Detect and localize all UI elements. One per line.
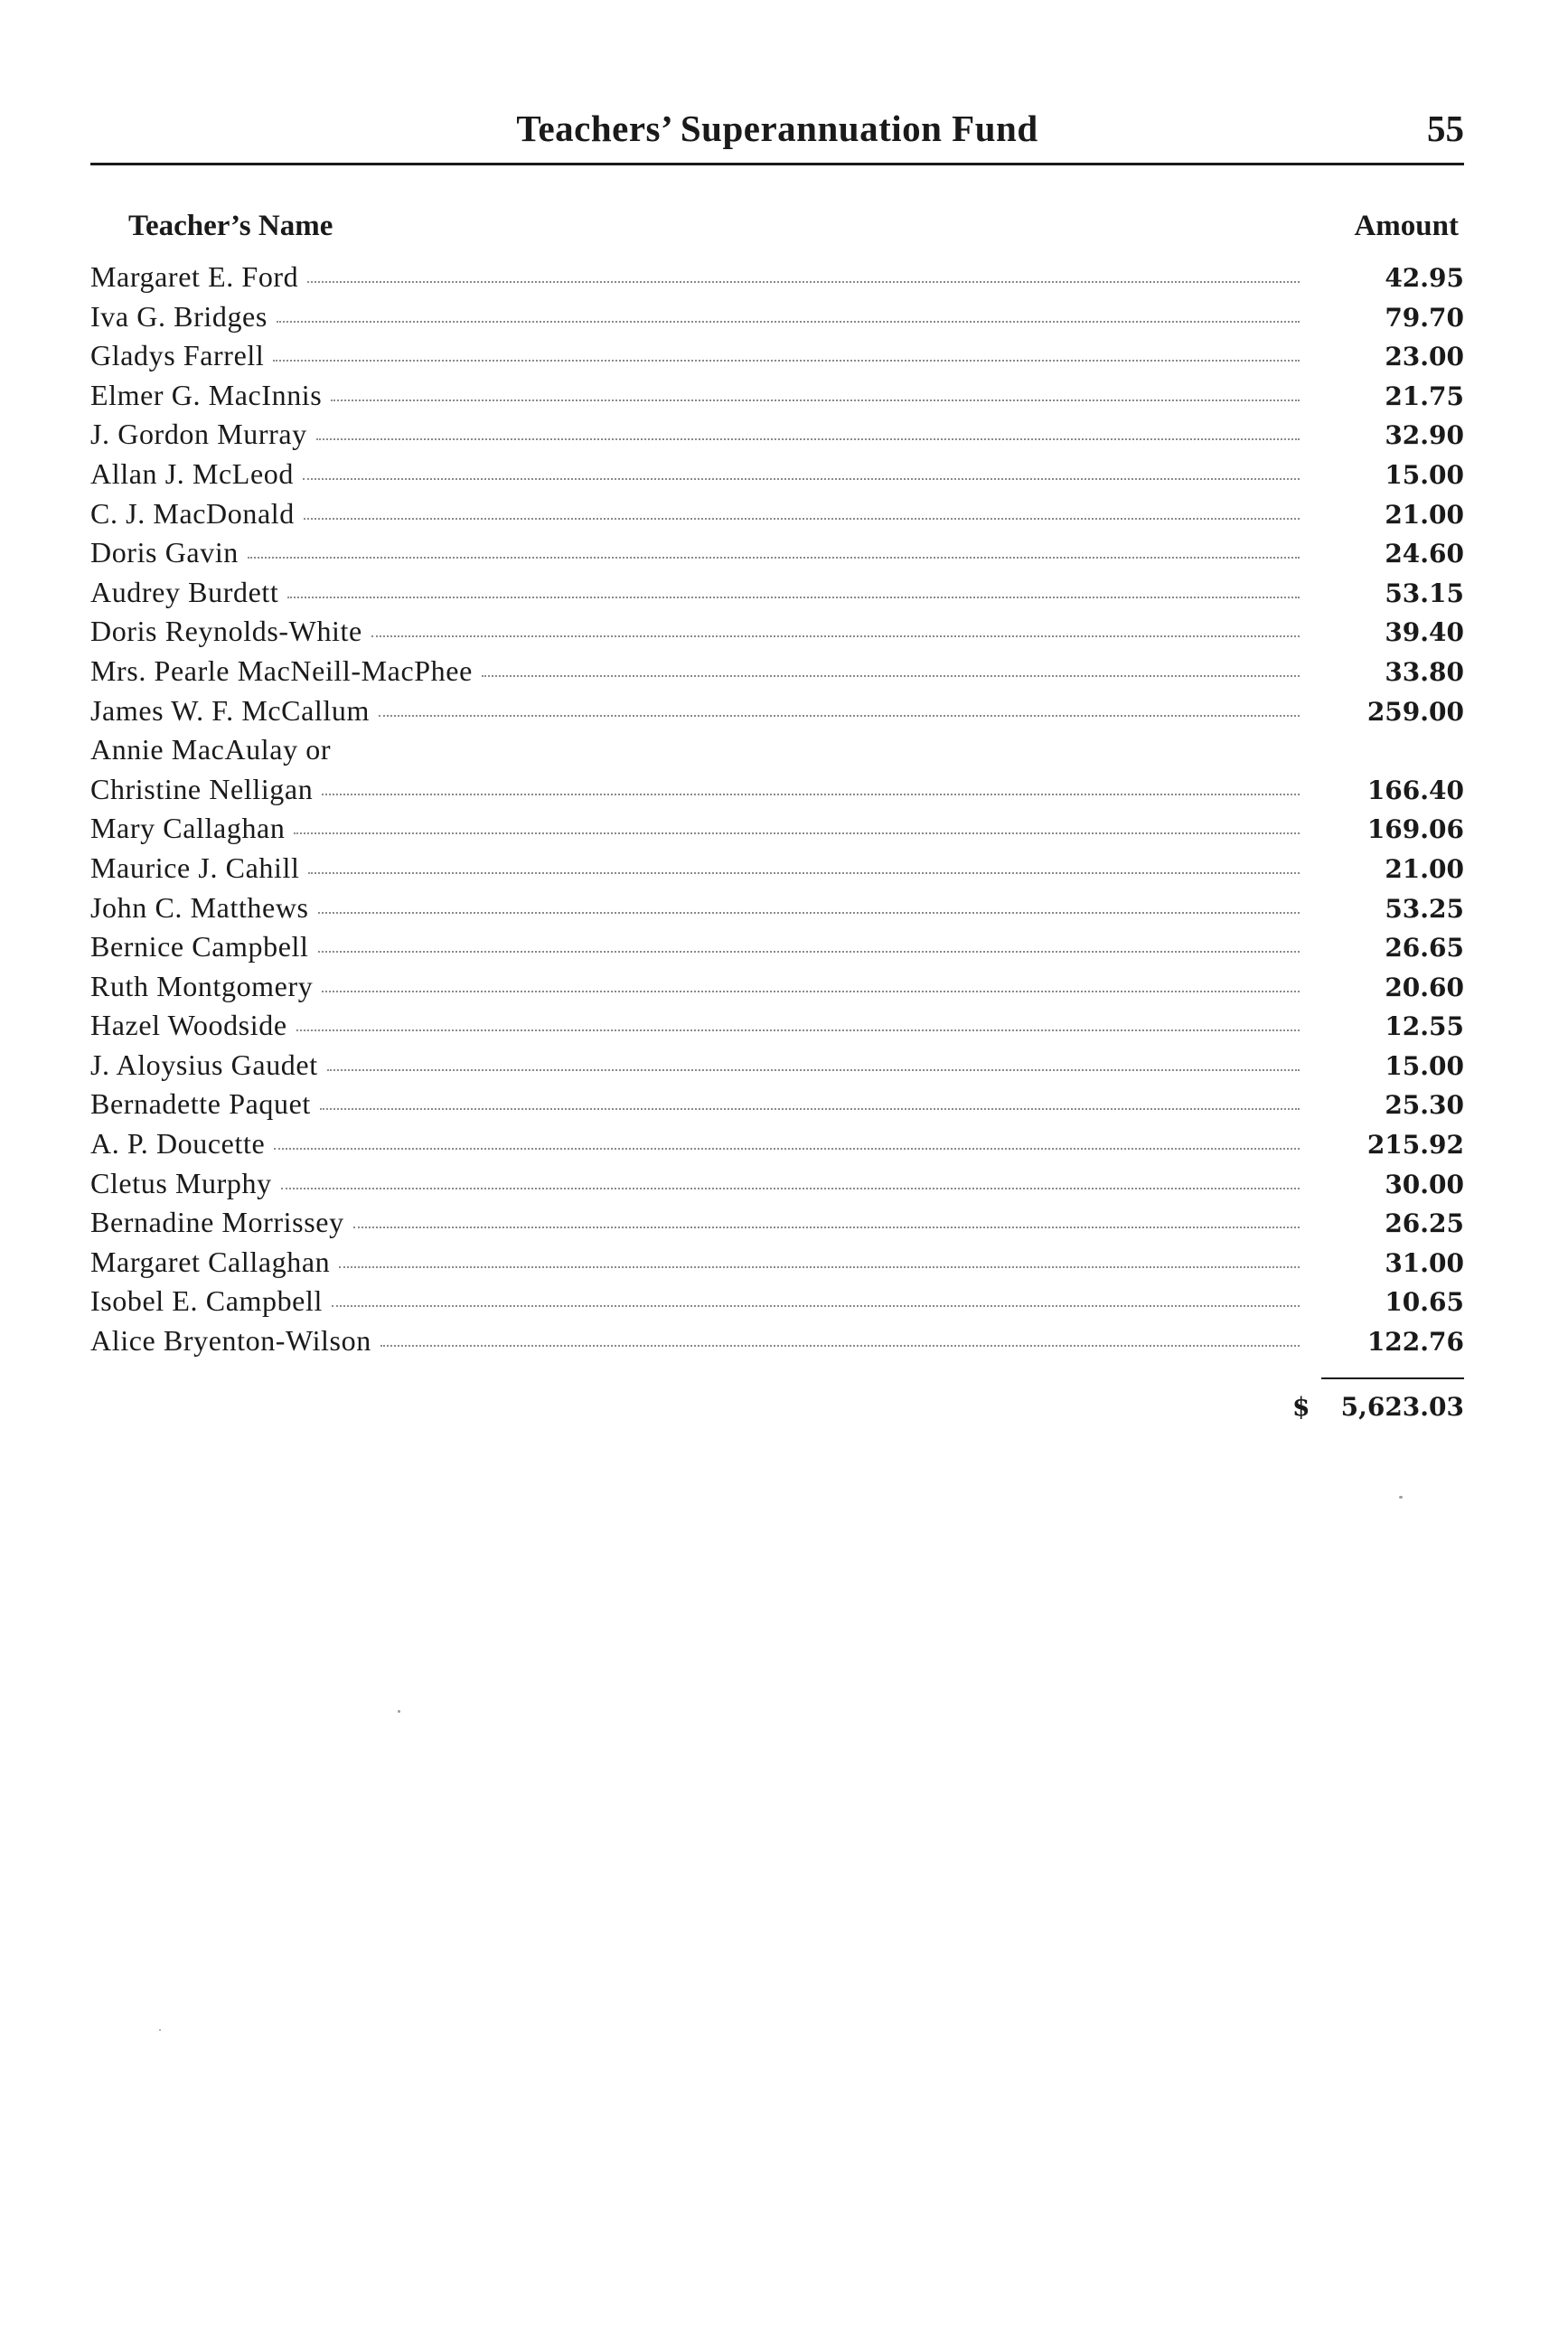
teacher-name: Cletus Murphy xyxy=(90,1166,272,1199)
teacher-name: J. Aloysius Gaudet xyxy=(90,1048,318,1081)
teacher-name: Isobel E. Campbell xyxy=(90,1284,323,1318)
table-row xyxy=(90,1164,1464,1204)
scan-speck xyxy=(398,1710,400,1713)
amount-value: 30.00 xyxy=(1385,1169,1464,1199)
table-row xyxy=(90,376,1464,416)
dot-leader xyxy=(307,281,1300,283)
table-row xyxy=(90,967,1464,1007)
table-row xyxy=(90,652,1464,691)
table-row xyxy=(90,730,1464,770)
table-row xyxy=(90,849,1464,888)
teacher-name: Alice Bryenton-Wilson xyxy=(90,1324,371,1358)
table-row xyxy=(90,415,1464,455)
dot-leader xyxy=(318,912,1300,914)
teacher-name: Margaret E. Ford xyxy=(90,260,299,293)
dot-leader xyxy=(327,1069,1300,1071)
teacher-name: Christine Nelligan xyxy=(90,772,314,805)
amount-value: 21.75 xyxy=(1385,381,1464,411)
dot-leader xyxy=(296,1029,1300,1031)
teacher-name: Gladys Farrell xyxy=(90,339,265,372)
teacher-name: Doris Gavin xyxy=(90,536,239,569)
table-row xyxy=(90,1203,1464,1243)
teacher-list xyxy=(90,258,1464,1361)
teacher-name: Doris Reynolds-White xyxy=(90,615,362,648)
table-row xyxy=(90,1124,1464,1164)
dot-leader xyxy=(332,1305,1300,1307)
teacher-name: Bernice Campbell xyxy=(90,930,309,964)
dot-leader xyxy=(273,360,1300,362)
teacher-name: Iva G. Bridges xyxy=(90,299,268,333)
total-currency: $ xyxy=(1292,1392,1310,1422)
teacher-name: Hazel Woodside xyxy=(90,1009,287,1042)
amount-value: 26.65 xyxy=(1385,933,1464,964)
amount-value: 169.06 xyxy=(1366,814,1464,845)
scan-speck xyxy=(1399,1496,1403,1499)
dot-leader xyxy=(277,321,1300,323)
dot-leader xyxy=(294,832,1300,834)
amount-value: 32.90 xyxy=(1385,420,1464,451)
amount-value: 259.00 xyxy=(1366,696,1464,727)
amount-value: 39.40 xyxy=(1385,617,1464,648)
table-row xyxy=(90,1046,1464,1086)
teacher-name: A. P. Doucette xyxy=(90,1127,266,1161)
amount-value: 15.00 xyxy=(1385,459,1464,490)
amount-value: 24.60 xyxy=(1385,539,1464,569)
teacher-name: Allan J. McLeod xyxy=(90,456,294,490)
table-row xyxy=(90,455,1464,494)
teacher-name: John C. Matthews xyxy=(90,890,309,924)
total-row xyxy=(1292,1392,1464,1430)
amount-value: 26.25 xyxy=(1385,1208,1464,1239)
table-row xyxy=(90,691,1464,731)
running-head xyxy=(90,107,1464,161)
total-amount: 5,623.03 xyxy=(1340,1392,1464,1422)
teacher-name: Margaret Callaghan xyxy=(90,1245,331,1278)
teacher-name: Maurice J. Cahill xyxy=(90,851,300,884)
dot-leader xyxy=(308,872,1300,874)
amount-value: 33.80 xyxy=(1385,656,1464,687)
amount-column-header: Amount xyxy=(1354,210,1459,242)
dot-leader xyxy=(274,1148,1300,1150)
dot-leader xyxy=(482,675,1300,677)
table-row xyxy=(90,573,1464,613)
amount-value: 20.60 xyxy=(1385,972,1464,1002)
dot-leader xyxy=(320,1108,1300,1110)
page-number: 55 xyxy=(1427,108,1464,149)
amount-value: 79.70 xyxy=(1385,302,1464,333)
table-row xyxy=(90,1085,1464,1124)
amount-value: 122.76 xyxy=(1366,1327,1464,1358)
header-rule xyxy=(90,163,1464,165)
dot-leader xyxy=(316,438,1300,440)
table-row xyxy=(90,809,1464,849)
dot-leader xyxy=(379,715,1300,717)
amount-value: 166.40 xyxy=(1366,775,1464,805)
dot-leader xyxy=(322,991,1300,992)
teacher-name: C. J. MacDonald xyxy=(90,496,295,530)
table-row xyxy=(90,258,1464,297)
total-rule xyxy=(1321,1377,1464,1379)
table-row xyxy=(90,1243,1464,1283)
table-row xyxy=(90,1282,1464,1321)
table-row xyxy=(90,494,1464,534)
teacher-name: Ruth Montgomery xyxy=(90,969,314,1002)
dot-leader xyxy=(287,597,1300,598)
amount-value: 42.95 xyxy=(1385,263,1464,293)
table-row xyxy=(90,612,1464,652)
table-row xyxy=(90,888,1464,928)
amount-value: 12.55 xyxy=(1385,1011,1464,1042)
teacher-name: Mrs. Pearle MacNeill-MacPhee xyxy=(90,653,473,687)
amount-value: 23.00 xyxy=(1385,342,1464,372)
table-row xyxy=(90,336,1464,376)
page-title: Teachers’ Superannuation Fund xyxy=(516,108,1038,149)
table-row xyxy=(90,927,1464,967)
dot-leader xyxy=(353,1227,1300,1228)
teacher-name: J. Gordon Murray xyxy=(90,418,307,451)
amount-value: 53.15 xyxy=(1385,578,1464,608)
dot-leader xyxy=(281,1188,1300,1189)
amount-value: 215.92 xyxy=(1366,1130,1464,1161)
dot-leader xyxy=(331,400,1300,401)
dot-leader xyxy=(322,794,1300,795)
dot-leader xyxy=(318,951,1300,953)
dot-leader xyxy=(380,1345,1300,1347)
column-headers xyxy=(90,210,1464,251)
amount-value: 21.00 xyxy=(1385,499,1464,530)
scan-speck xyxy=(159,2029,161,2031)
teacher-name: Bernadine Morrissey xyxy=(90,1206,344,1239)
teacher-name: Audrey Burdett xyxy=(90,575,279,608)
table-row xyxy=(90,1006,1464,1046)
amount-value: 25.30 xyxy=(1385,1090,1464,1121)
amount-value: 10.65 xyxy=(1385,1287,1464,1318)
amount-value: 53.25 xyxy=(1385,893,1464,924)
dot-leader xyxy=(339,1266,1300,1268)
dot-leader xyxy=(248,557,1300,559)
teacher-name: Mary Callaghan xyxy=(90,812,286,845)
table-row xyxy=(90,297,1464,337)
amount-value: 21.00 xyxy=(1385,853,1464,884)
dot-leader xyxy=(304,518,1300,520)
amount-value: 15.00 xyxy=(1385,1050,1464,1081)
dot-leader xyxy=(371,635,1300,637)
teacher-name: Annie MacAulay or xyxy=(90,733,332,766)
name-column-header: Teacher’s Name xyxy=(128,210,333,242)
teacher-name: James W. F. McCallum xyxy=(90,693,370,727)
teacher-name: Elmer G. MacInnis xyxy=(90,378,323,411)
table-row xyxy=(90,1321,1464,1361)
amount-value: 31.00 xyxy=(1385,1247,1464,1278)
table-row xyxy=(90,770,1464,810)
dot-leader xyxy=(303,478,1300,480)
teacher-name: Bernadette Paquet xyxy=(90,1087,311,1121)
table-row xyxy=(90,533,1464,573)
